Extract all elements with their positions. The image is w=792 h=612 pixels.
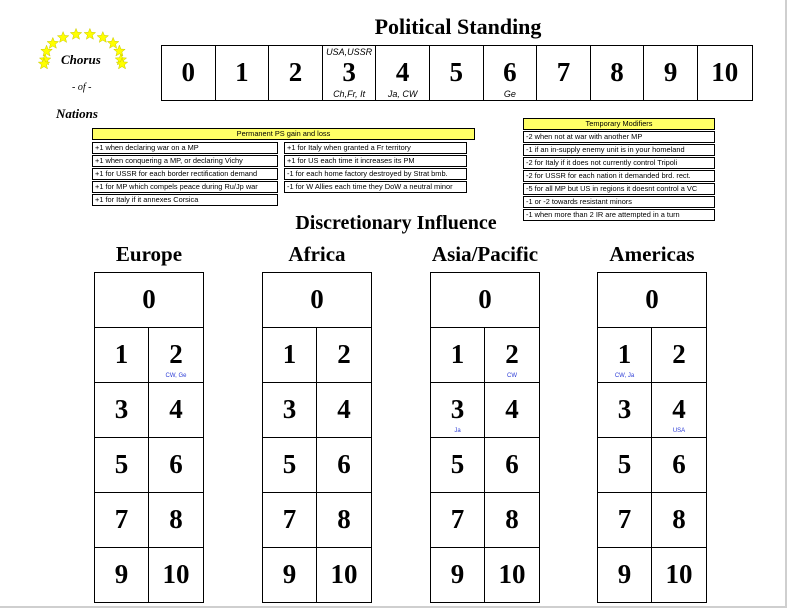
influence-cell-6: [317, 438, 371, 492]
region-influence-grid: [597, 272, 707, 603]
influence-cell-1: [263, 328, 317, 382]
logo-line2: - of -: [72, 82, 92, 93]
star-icon: [84, 28, 95, 39]
influence-row: [431, 493, 539, 548]
logo-line3: Nations: [56, 106, 98, 121]
region-name: Americas: [609, 242, 695, 266]
ps-cell-5: [430, 46, 484, 100]
influence-cell-1: [95, 328, 149, 382]
permanent-ps-row: -1 for each home factory destroyed by Strat bmb.: [284, 168, 467, 180]
star-icon: [107, 37, 118, 48]
influence-row: [263, 493, 371, 548]
influence-number: 6: [337, 449, 351, 479]
influence-row: [263, 438, 371, 493]
influence-number: 8: [337, 504, 351, 534]
influence-number: 1: [617, 339, 632, 369]
influence-number: 6: [505, 449, 519, 479]
permanent-ps-table: [92, 128, 475, 206]
influence-row: [95, 383, 203, 438]
influence-nation-note: CW, Ge: [165, 373, 187, 379]
permanent-ps-row: +1 when conquering a MP, or declaring Vichy: [92, 155, 278, 167]
influence-cell-5: [431, 438, 485, 492]
influence-cell-10: [485, 548, 539, 602]
influence-cell-3: [95, 383, 149, 437]
influence-cell-4: [149, 383, 203, 437]
influence-nation-note: CW: [507, 373, 517, 379]
ps-cell-number: 8: [610, 57, 624, 87]
region-influence-grid: [430, 272, 540, 603]
influence-number: 2: [169, 339, 183, 369]
influence-cell-2: [652, 328, 706, 382]
ps-cell-4: [376, 46, 430, 100]
influence-nation-note: Ja: [454, 428, 461, 434]
ps-cell-bottom-note: Ch,Fr, It: [333, 89, 366, 99]
influence-number: 7: [282, 504, 297, 534]
region-asia-pacific: [430, 240, 540, 603]
influence-number: 1: [450, 339, 465, 369]
influence-cell-1: [598, 328, 652, 382]
influence-row: [95, 548, 203, 602]
influence-cell-10: [149, 548, 203, 602]
influence-number: 2: [337, 339, 351, 369]
influence-number: 4: [505, 394, 519, 424]
influence-number: 3: [282, 394, 297, 424]
ps-cell-10: [698, 46, 752, 100]
influence-row: [95, 493, 203, 548]
influence-row: [598, 548, 706, 602]
influence-number: 7: [114, 504, 129, 534]
ps-cell-8: [591, 46, 645, 100]
influence-number: 9: [617, 559, 632, 589]
ps-cell-bottom-note: Ja, CW: [387, 89, 418, 99]
ps-cell-0: [162, 46, 216, 100]
influence-number: 5: [450, 449, 465, 479]
region-name: Africa: [288, 242, 346, 266]
influence-cell-7: [263, 493, 317, 547]
influence-cell-9: [431, 548, 485, 602]
influence-cell-4: [652, 383, 706, 437]
influence-number: 1: [114, 339, 129, 369]
ps-cell-number: 9: [663, 57, 678, 87]
influence-cell-5: [95, 438, 149, 492]
temporary-modifier-row: -2 for USSR for each nation it demanded brd. rect.: [523, 170, 715, 182]
region-influence-grid: [94, 272, 204, 603]
influence-number: 10: [162, 559, 190, 589]
influence-cell-2: [485, 328, 539, 382]
logo-line1: Chorus: [61, 52, 101, 67]
influence-row: [431, 548, 539, 602]
ps-cell-number: 1: [235, 57, 249, 87]
temporary-modifier-row: -1 when more than 2 IR are attempted in a turn: [523, 209, 715, 221]
influence-cell-9: [598, 548, 652, 602]
influence-cell-2: [317, 328, 371, 382]
influence-row: [263, 328, 371, 383]
influence-number: 6: [672, 449, 686, 479]
political-standing-title: Political Standing: [374, 14, 542, 39]
chorus-of-nations-logo: [36, 26, 131, 126]
influence-number: 7: [450, 504, 465, 534]
star-icon: [97, 32, 108, 43]
influence-row: [263, 383, 371, 438]
influence-cell-6: [149, 438, 203, 492]
permanent-ps-row: -1 for W Allies each time they DoW a neutral minor: [284, 181, 467, 193]
influence-cell-7: [431, 493, 485, 547]
permanent-ps-row: +1 for Italy when granted a Fr territory: [284, 142, 467, 154]
influence-number: 9: [114, 559, 129, 589]
influence-cell-8: [485, 493, 539, 547]
influence-number: 5: [617, 449, 632, 479]
influence-row: [263, 548, 371, 602]
region-influence-grid: [262, 272, 372, 603]
influence-cell-4: [317, 383, 371, 437]
region-africa: [262, 240, 372, 603]
influence-number: 3: [450, 394, 465, 424]
influence-cell-9: [95, 548, 149, 602]
influence-cell-3: [263, 383, 317, 437]
influence-number: 5: [282, 449, 297, 479]
influence-row: [95, 438, 203, 493]
influence-cell-3: [431, 383, 485, 437]
influence-number: 10: [498, 559, 526, 589]
influence-cell-6: [485, 438, 539, 492]
temporary-modifiers-header: Temporary Modifiers: [523, 118, 715, 130]
influence-number: 0: [310, 284, 324, 314]
influence-row: [431, 328, 539, 383]
discretionary-influence-title: Discretionary Influence: [295, 212, 497, 234]
ps-cell-2: [269, 46, 323, 100]
ps-cell-number: 7: [556, 57, 571, 87]
star-icon: [47, 37, 58, 48]
influence-cell-0: [431, 273, 539, 328]
ps-cell-bottom-note: Ge: [503, 89, 516, 99]
influence-number: 0: [645, 284, 659, 314]
influence-nation-note: USA: [672, 428, 686, 434]
ps-cell-3: [323, 46, 377, 100]
influence-number: 8: [505, 504, 519, 534]
influence-number: 8: [672, 504, 686, 534]
influence-number: 9: [450, 559, 465, 589]
permanent-ps-row: +1 for USSR for each border rectification demand: [92, 168, 278, 180]
ps-cell-6: [484, 46, 538, 100]
permanent-ps-row: +1 for US each time it increases its PM: [284, 155, 467, 167]
influence-number: 2: [505, 339, 519, 369]
influence-cell-8: [149, 493, 203, 547]
influence-row: [431, 438, 539, 493]
influence-number: 4: [337, 394, 351, 424]
influence-number: 8: [169, 504, 183, 534]
ps-cell-number: 3: [342, 57, 356, 87]
influence-number: 4: [169, 394, 183, 424]
ps-cell-number: 5: [449, 57, 464, 87]
ps-cell-number: 2: [288, 57, 303, 87]
temporary-modifier-row: -1 if an in-supply enemy unit is in your homeland: [523, 144, 715, 156]
influence-number: 1: [282, 339, 297, 369]
influence-cell-3: [598, 383, 652, 437]
influence-number: 5: [114, 449, 129, 479]
influence-row: [95, 328, 203, 383]
influence-number: 2: [672, 339, 686, 369]
influence-number: 3: [617, 394, 632, 424]
influence-number: 0: [478, 284, 492, 314]
influence-number: 9: [282, 559, 297, 589]
star-icon: [70, 28, 81, 39]
influence-number: 4: [672, 394, 686, 424]
influence-number: 10: [330, 559, 358, 589]
ps-cell-7: [537, 46, 591, 100]
region-americas: [597, 240, 707, 603]
influence-row: [598, 328, 706, 383]
influence-number: 0: [142, 284, 156, 314]
influence-cell-0: [598, 273, 706, 328]
permanent-ps-row: +1 when declaring war on a MP: [92, 142, 278, 154]
ps-cell-1: [216, 46, 270, 100]
political-standing-track: [161, 45, 753, 101]
influence-row: [598, 493, 706, 548]
influence-cell-8: [317, 493, 371, 547]
influence-cell-7: [95, 493, 149, 547]
temporary-modifiers-table: [523, 118, 715, 221]
temporary-modifier-row: -1 or -2 towards resistant minors: [523, 196, 715, 208]
permanent-ps-header: Permanent PS gain and loss: [92, 128, 475, 140]
influence-cell-1: [431, 328, 485, 382]
influence-row: [598, 383, 706, 438]
region-name: Europe: [115, 242, 183, 266]
influence-cell-10: [652, 548, 706, 602]
influence-nation-note: CW, Ja: [614, 373, 635, 379]
permanent-ps-row: +1 for MP which compels peace during Ru/Jp war: [92, 181, 278, 193]
influence-cell-0: [263, 273, 371, 328]
influence-number: 10: [665, 559, 693, 589]
influence-cell-8: [652, 493, 706, 547]
star-icon: [57, 32, 68, 43]
influence-cell-2: [149, 328, 203, 382]
influence-row: [431, 383, 539, 438]
influence-number: 7: [617, 504, 632, 534]
influence-cell-6: [652, 438, 706, 492]
influence-cell-9: [263, 548, 317, 602]
ps-cell-top-note: USA,USSR: [326, 47, 373, 57]
temporary-modifier-row: -2 for Italy if it does not currently control Tripoli: [523, 157, 715, 169]
influence-cell-0: [95, 273, 203, 328]
temporary-modifier-row: -5 for all MP but US in regions it doesnt control a VC: [523, 183, 715, 195]
influence-cell-7: [598, 493, 652, 547]
permanent-ps-right-column: [284, 141, 467, 206]
ps-cell-9: [644, 46, 698, 100]
influence-cell-4: [485, 383, 539, 437]
ps-cell-number: 4: [395, 57, 410, 87]
temporary-modifier-row: -2 when not at war with another MP: [523, 131, 715, 143]
permanent-ps-row: +1 for Italy if it annexes Corsica: [92, 194, 278, 206]
ps-cell-number: 6: [503, 57, 517, 87]
permanent-ps-left-column: [92, 141, 278, 206]
influence-number: 3: [114, 394, 129, 424]
influence-number: 6: [169, 449, 183, 479]
influence-cell-5: [598, 438, 652, 492]
influence-row: [598, 438, 706, 493]
region-name: Asia/Pacific: [431, 242, 539, 266]
ps-cell-number: 0: [181, 57, 196, 87]
influence-cell-5: [263, 438, 317, 492]
influence-cell-10: [317, 548, 371, 602]
region-europe: [94, 240, 204, 603]
ps-cell-number: 10: [711, 57, 739, 87]
